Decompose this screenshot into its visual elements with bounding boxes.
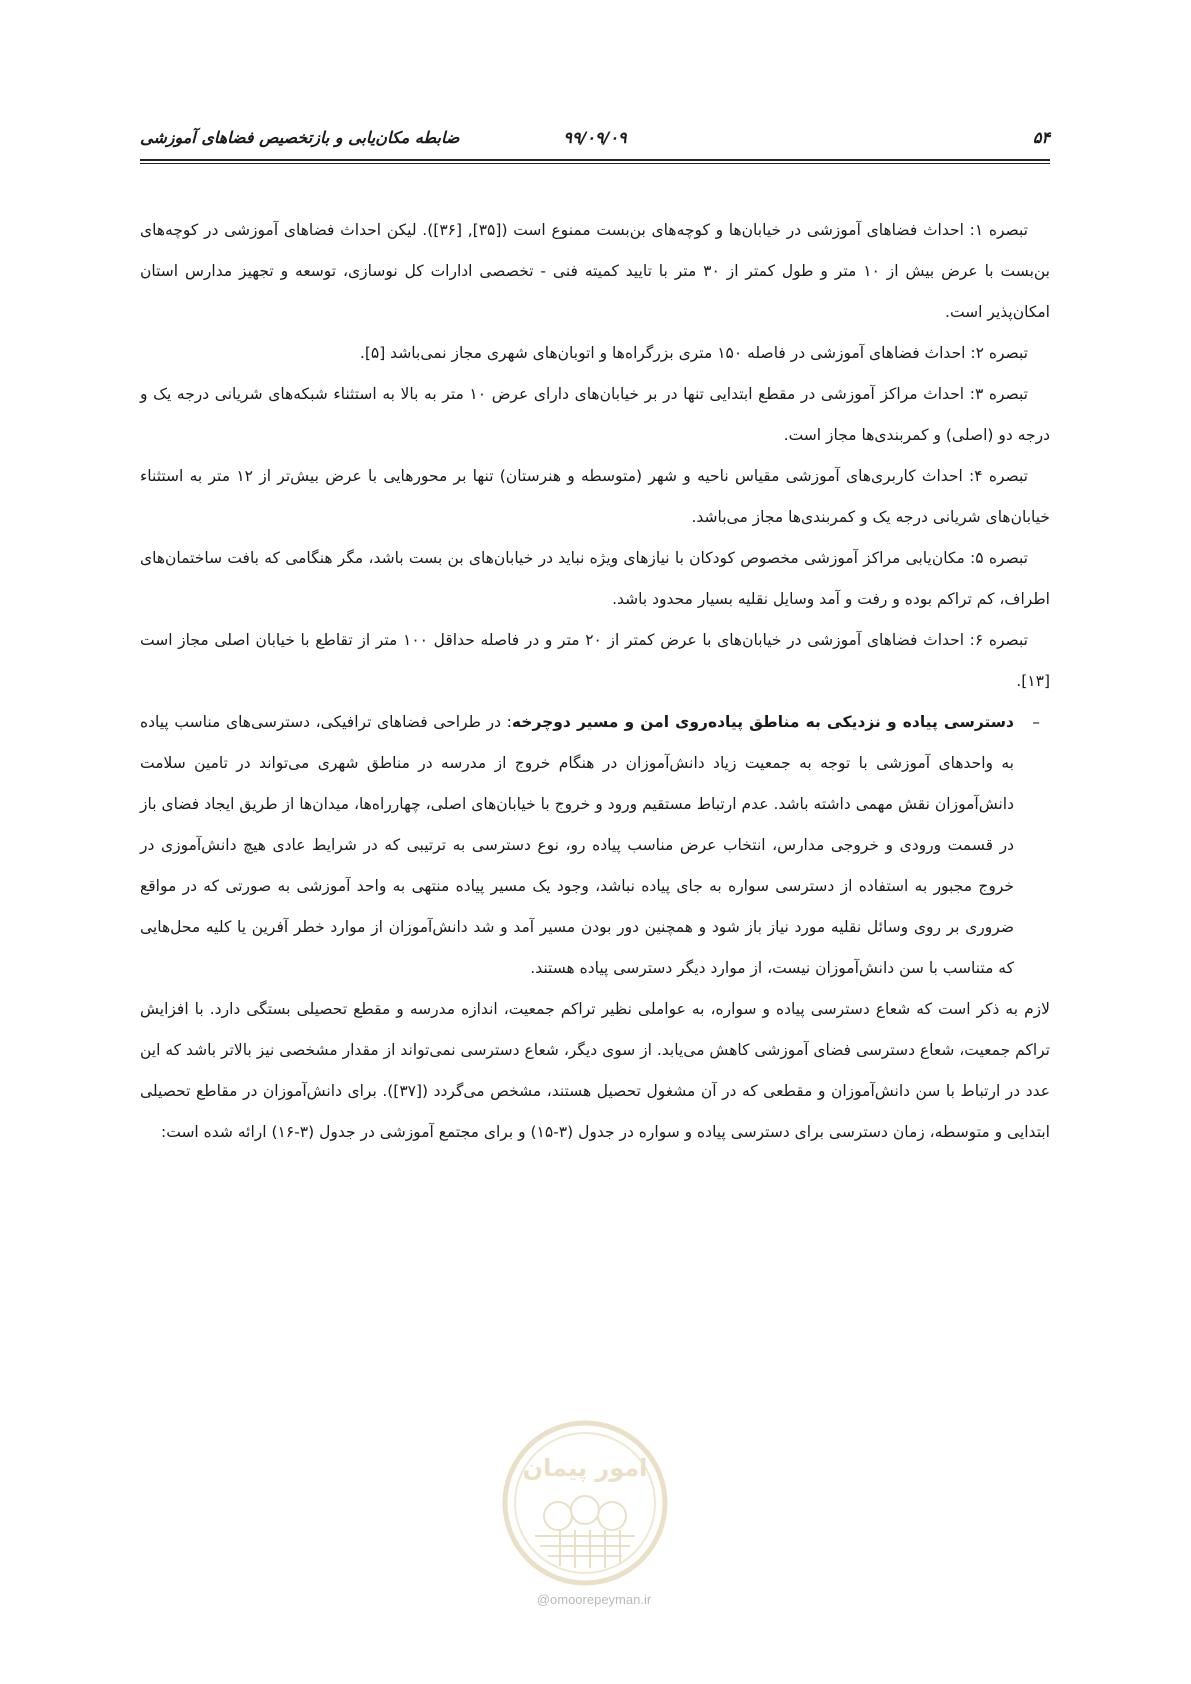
- header-divider-thin: [140, 163, 1050, 164]
- watermark-logo: [500, 1418, 670, 1588]
- page-header: [140, 128, 1050, 158]
- note-paragraph: تبصره ۶: احداث فضاهای آموزشی در خیابان‌های با عرض کمتر از ۲۰ متر و در فاصله حداقل ۱۰۰ متر از تقاطع با خیابان اصلی مجاز است [۱۳].: [140, 631, 1050, 690]
- closing-paragraph: لازم به ذکر است که شعاع دسترسی پیاده و سواره، به عواملی نظیر تراکم جمعیت، اندازه مدرسه و مقطع تحصیلی بستگی دارد. با افزایش تراکم جمعیت، شعاع دسترسی فضای آموزشی کاهش می‌یابد. از سوی دیگر، شعاع دسترسی نمی‌تواند از مقدار مشخصی نیز بالاتر باشد که این عدد در ارتباط با سن دانش‌آموزان و مقطعی که در آن مشغول تحصیل هستند، مشخص می‌گردد ([۳۷]). برای دانش‌آموزان در مقاطع تحصیلی ابتدایی و متوسطه، زمان دسترسی برای دسترسی پیاده و سواره در جدول (۳-۱۵) و برای مجتمع آموزشی در جدول (۳-۱۶) ارائه شده است:: [140, 1000, 1050, 1141]
- watermark-logo-text: امور پیمان: [522, 1454, 648, 1482]
- header-divider: [140, 159, 1050, 161]
- page-body: [140, 210, 1050, 1153]
- note-paragraph: تبصره ۲: احداث فضاهای آموزشی در فاصله ۱۵۰ متری بزرگراه‌ها و اتوبان‌های شهری مجاز نمی‌باشد [۵].: [359, 344, 1028, 362]
- watermark-site: @omoorepeyman.ir: [536, 1592, 652, 1607]
- bullet-heading: دسترسی پیاده و نزدیکی به مناطق پیاده‌روی امن و مسیر دوچرخه: [511, 713, 1014, 731]
- bullet-dash: –: [1032, 713, 1040, 731]
- note-paragraph: تبصره ۴: احداث کاربری‌های آموزشی مقیاس ناحیه و شهر (متوسطه و هنرستان) تنها بر محورهایی با عرض بیش‌تر از ۱۲ متر به استثناء خیابان‌های شریانی درجه یک و کمربندی‌ها مجاز می‌باشد.: [140, 467, 1050, 526]
- note-paragraph: تبصره ۵: مکان‌یابی مراکز آموزشی مخصوص کودکان با نیازهای ویژه نباید در خیابان‌های بن بست باشد، مگر هنگامی که بافت ساختمان‌های اطراف، کم تراکم بوده و رفت و آمد وسایل نقلیه بسیار محدود باشد.: [140, 549, 1050, 608]
- note-paragraph: تبصره ۳: احداث مراکز آموزشی در مقطع ابتدایی تنها در بر خیابان‌های دارای عرض ۱۰ متر به بالا به استثناء شبکه‌های شریانی درجه یک و درجه دو (اصلی) و کمربندی‌ها مجاز است.: [140, 385, 1050, 444]
- document-title: ضابطه مکان‌یابی و بازتخصیص فضاهای آموزشی: [140, 128, 460, 147]
- bullet-text: : در طراحی فضاهای ترافیکی، دسترسی‌های مناسب پیاده به واحدهای آموزشی با توجه به جمعیت زیاد دانش‌آموزان در هنگام خروج از مدرسه در مناطق شهری می‌تواند در تامین سلامت دانش‌آموزان نقش مهمی داشته باشد. عدم ارتباط مستقیم ورود و خروج با خیابان‌های اصلی، چهارراه‌ها، میدان‌ها از طریق ایجاد فضای باز در قسمت ورودی و خروجی مدارس، انتخاب عرض مناسب پیاده رو، نوع دسترسی به ترتیبی که در شرایط عادی هیچ دانش‌آموزی در خروج مجبور به استفاده از دسترسی سواره به جای پیاده نباشد، وجود یک مسیر پیاده منتهی به واحد آموزشی به صورتی که در مواقع ضروری بر روی وسائل نقلیه مورد نیاز باز شود و همچنین دور بودن مسیر آمد و شد دانش‌آموزان از موارد خطر آفرین یا کلیه محل‌هایی که متناسب با سن دانش‌آموزان نیست، از موارد دیگر دسترسی پیاده هستند.: [140, 713, 1014, 977]
- note-paragraph: تبصره ۱: احداث فضاهای آموزشی در خیابان‌ها و کوچه‌های بن‌بست ممنوع است ([۳۵], [۳۶]). لیکن احداث فضاهای آموزشی در کوچه‌های بن‌بست با عرض بیش از ۱۰ متر و طول کمتر از ۳۰ متر با تایید کمیته فنی - تخصصی ادارات کل نوسازی، توسعه و تجهیز مدارس استان امکان‌پذیر است.: [140, 221, 1050, 321]
- header-date: ۹۹/۰۹/۰۹: [563, 128, 627, 147]
- bullet-item: [140, 702, 1050, 989]
- page-number: ۵۴: [1032, 128, 1050, 147]
